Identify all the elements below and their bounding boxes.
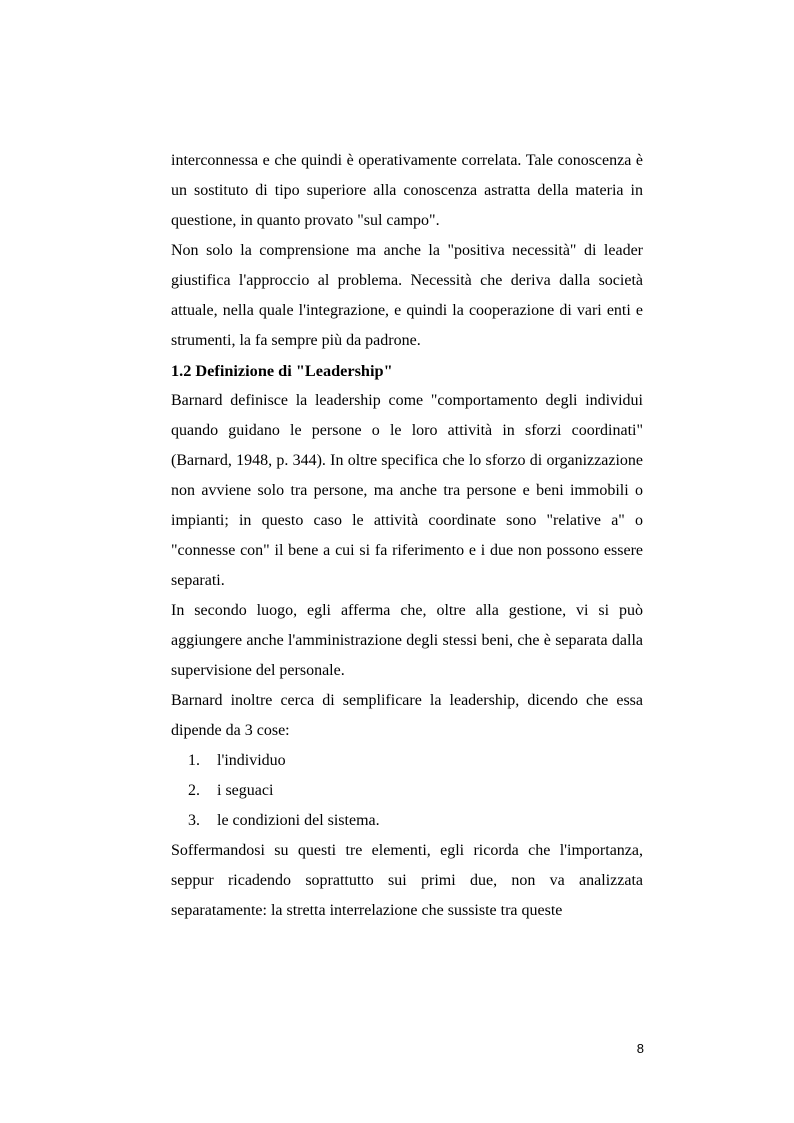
paragraph-closing: Soffermandosi su questi tre elementi, egli ricorda che l'importanza, seppur ricadendo soprattutto sui primi due, non va analizzata separatamente: la stretta interrelazione che sussiste tra queste <box>171 842 643 919</box>
numbered-list <box>171 746 643 836</box>
section-heading: 1.2 Definizione di "Leadership" <box>171 361 393 380</box>
list-item-text: l'individuo <box>217 752 286 769</box>
list-item <box>171 776 643 806</box>
paragraph-three-things: Barnard inoltre cerca di semplificare la leadership, dicendo che essa dipende da 3 cose: <box>171 692 643 739</box>
paragraph-administration: In secondo luogo, egli afferma che, oltre alla gestione, vi si può aggiungere anche l'amministrazione degli stessi beni, che è separata dalla supervisione del personale. <box>171 602 643 679</box>
list-item-text: i seguaci <box>217 782 274 799</box>
paragraph-continued: interconnessa e che quindi è operativamente correlata. Tale conoscenza è un sostituto di tipo superiore alla conoscenza astratta della materia in questione, in quanto provato "sul campo". <box>171 152 643 229</box>
list-item-text: le condizioni del sistema. <box>217 812 380 829</box>
list-item-number: 1. <box>188 752 200 769</box>
list-item-number: 2. <box>188 782 200 799</box>
list-item <box>171 746 643 776</box>
list-item-number: 3. <box>188 812 200 829</box>
paragraph-barnard-definition: Barnard definisce la leadership come "comportamento degli individui quando guidano le persone o le loro attività in sforzi coordinati" (Barnard, 1948, p. 344). In oltre specifica che lo sforzo di organizzazione non avviene solo tra persone, ma anche tra persone e beni immobili o impianti; in questo caso le attività coordinate sono "relative a" o "connesse con" il bene a cui si fa riferimento e i due non possono essere separati. <box>171 392 643 589</box>
page-number: 8 <box>636 1041 644 1056</box>
list-item <box>171 806 643 836</box>
page-body <box>171 146 643 926</box>
paragraph-necessity: Non solo la comprensione ma anche la "positiva necessità" di leader giustifica l'approccio al problema. Necessità che deriva dalla società attuale, nella quale l'integrazione, e quindi la cooperazione di vari enti e strumenti, la fa sempre più da padrone. <box>171 242 643 349</box>
